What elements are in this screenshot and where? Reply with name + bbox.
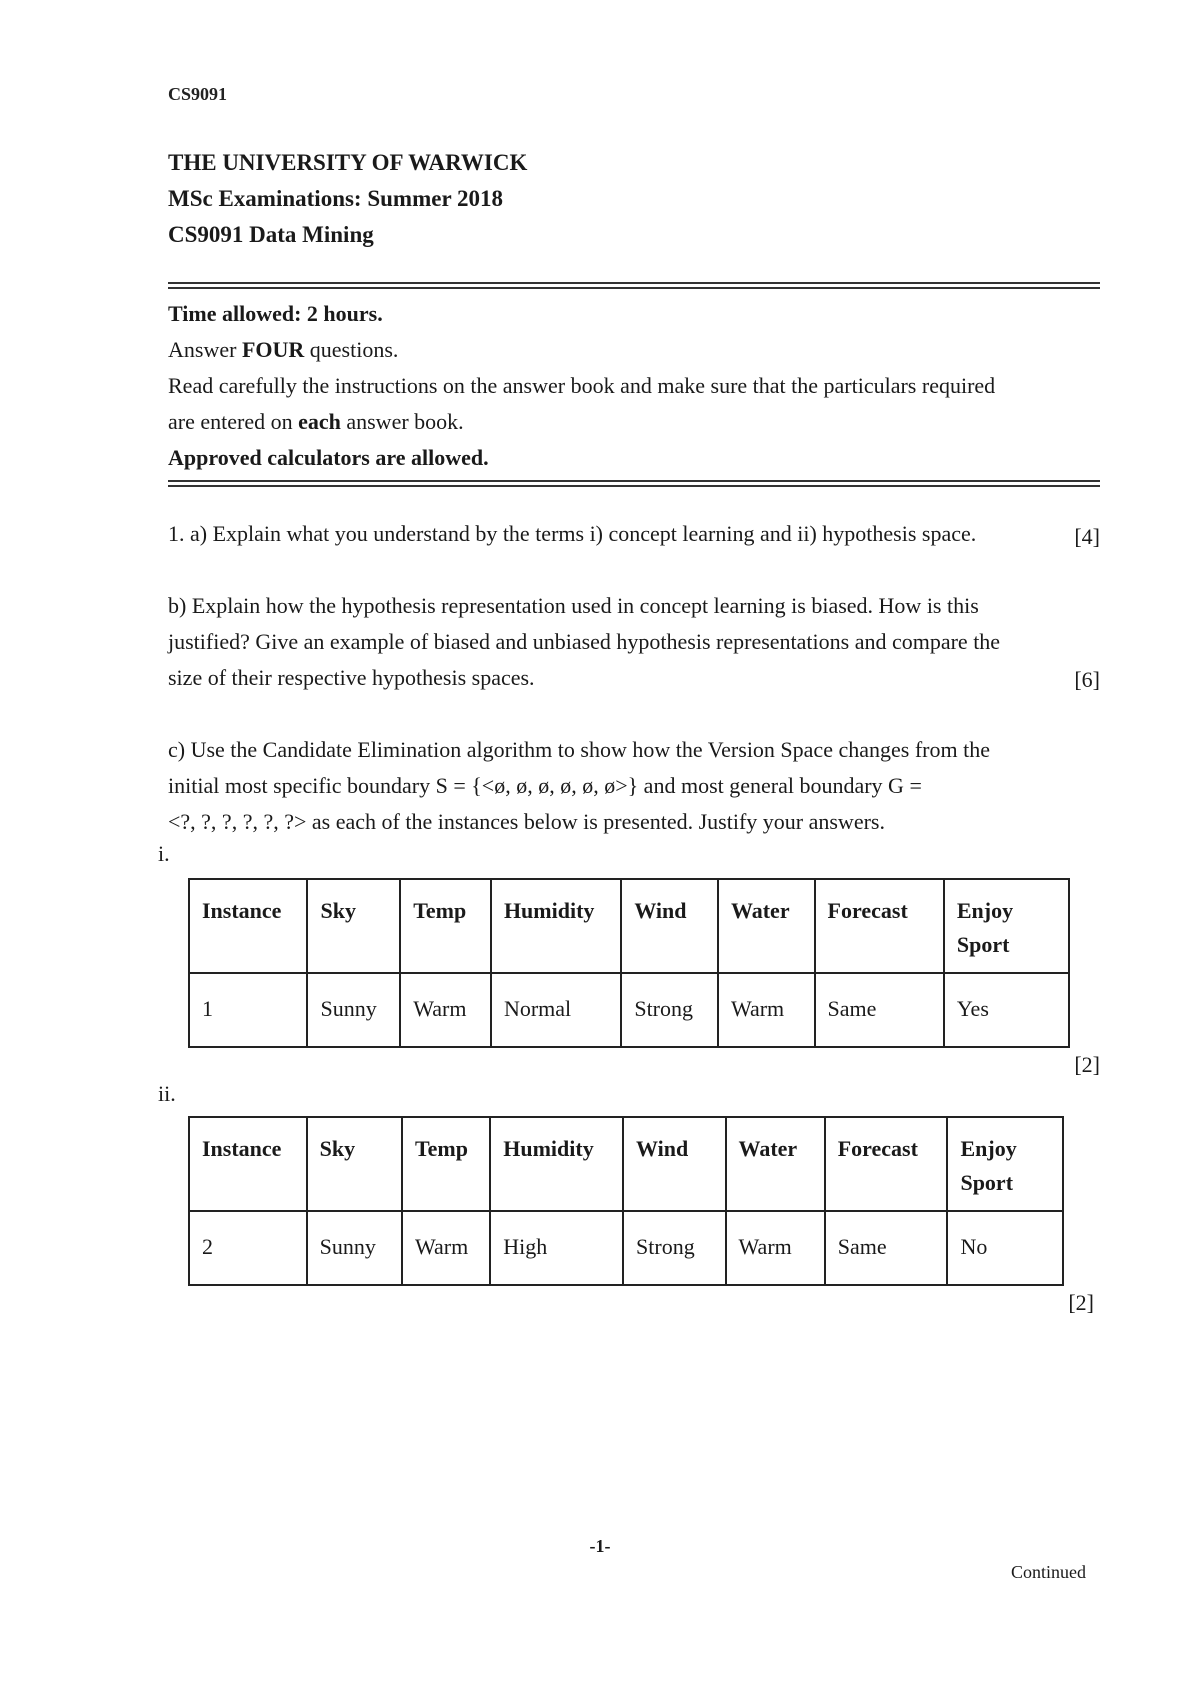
table-cell: Normal — [491, 973, 621, 1047]
header-cell: Wind — [621, 879, 718, 973]
header-cell: Temp — [402, 1117, 490, 1211]
course-code: CS9091 — [168, 84, 228, 104]
table-cell: Warm — [726, 1211, 825, 1285]
question-1b-line1: b) Explain how the hypothesis representation used in concept learning is biased. How is this — [168, 593, 979, 618]
header-cell: Forecast — [825, 1117, 948, 1211]
divider-top — [168, 282, 1100, 284]
table-cell: Yes — [944, 973, 1069, 1047]
header-cell: Humidity — [491, 879, 621, 973]
question-1c-line1: c) Use the Candidate Elimination algorithm to show how the Version Space changes from the — [168, 737, 990, 762]
table-cell: Strong — [623, 1211, 726, 1285]
question-1b-line2: justified? Give an example of biased and unbiased hypothesis representations and compare the — [168, 629, 1001, 654]
question-1a: 1. a) Explain what you understand by the terms i) concept learning and ii) hypothesis space. — [168, 521, 977, 546]
module-title: CS9091 Data Mining — [168, 222, 374, 247]
divider-bottom-2 — [168, 485, 1100, 487]
divider-top-2 — [168, 287, 1100, 289]
question-1b-line3: size of their respective hypothesis spaces. — [168, 665, 535, 690]
question-1a-marks: [4] — [1074, 524, 1100, 549]
time-allowed: Time allowed: 2 hours. — [168, 301, 383, 326]
table-cell: High — [490, 1211, 623, 1285]
read-instruction-line1: Read carefully the instructions on the answer book and make sure that the particulars required — [168, 373, 996, 398]
exam-title: MSc Examinations: Summer 2018 — [168, 186, 503, 211]
answer-instruction: Answer FOUR questions. — [168, 337, 399, 362]
header-cell: Forecast — [815, 879, 944, 973]
part-i-marks: [2] — [1074, 1052, 1100, 1077]
header-cell: Water — [718, 879, 815, 973]
part-ii-label: ii. — [158, 1081, 176, 1106]
header-cell: Temp — [400, 879, 491, 973]
table-cell: Strong — [621, 973, 718, 1047]
table-cell: 2 — [189, 1211, 307, 1285]
table-cell: Warm — [718, 973, 815, 1047]
table-cell: 1 — [189, 973, 307, 1047]
instance-table-1 — [188, 878, 1070, 1048]
table-cell: Sunny — [307, 973, 400, 1047]
instance-table-2 — [188, 1116, 1064, 1286]
part-ii-marks: [2] — [1068, 1290, 1094, 1315]
divider-bottom — [168, 480, 1100, 482]
table-cell: No — [947, 1211, 1063, 1285]
header-cell: Wind — [623, 1117, 726, 1211]
table-cell: Sunny — [307, 1211, 402, 1285]
header-cell: Sky — [307, 1117, 402, 1211]
question-1c-line3: <?, ?, ?, ?, ?, ?> as each of the instances below is presented. Justify your answers. — [168, 809, 885, 834]
table-row — [189, 973, 1069, 1047]
question-1b-marks: [6] — [1074, 667, 1100, 692]
header-cell: Enjoy Sport — [947, 1117, 1063, 1211]
calculators-note: Approved calculators are allowed. — [168, 445, 489, 470]
table-cell: Same — [825, 1211, 948, 1285]
table-header-row — [189, 879, 1069, 973]
header-cell: Humidity — [490, 1117, 623, 1211]
table-cell: Warm — [402, 1211, 490, 1285]
table-cell: Warm — [400, 973, 491, 1047]
table-header-row — [189, 1117, 1063, 1211]
table-row — [189, 1211, 1063, 1285]
page-number: -1- — [589, 1536, 611, 1556]
continued-label: Continued — [1011, 1562, 1086, 1582]
header-cell: Instance — [189, 879, 307, 973]
part-i-label: i. — [158, 841, 170, 866]
university-name: THE UNIVERSITY OF WARWICK — [168, 150, 528, 175]
question-1c-line2: initial most specific boundary S = {<ø, ø, ø, ø, ø, ø>} and most general boundary G = — [168, 773, 922, 798]
table-cell: Same — [815, 973, 944, 1047]
read-instruction-line2: are entered on each answer book. — [168, 409, 464, 434]
header-cell: Enjoy Sport — [944, 879, 1069, 973]
header-cell: Sky — [307, 879, 400, 973]
header-cell: Water — [726, 1117, 825, 1211]
header-cell: Instance — [189, 1117, 307, 1211]
